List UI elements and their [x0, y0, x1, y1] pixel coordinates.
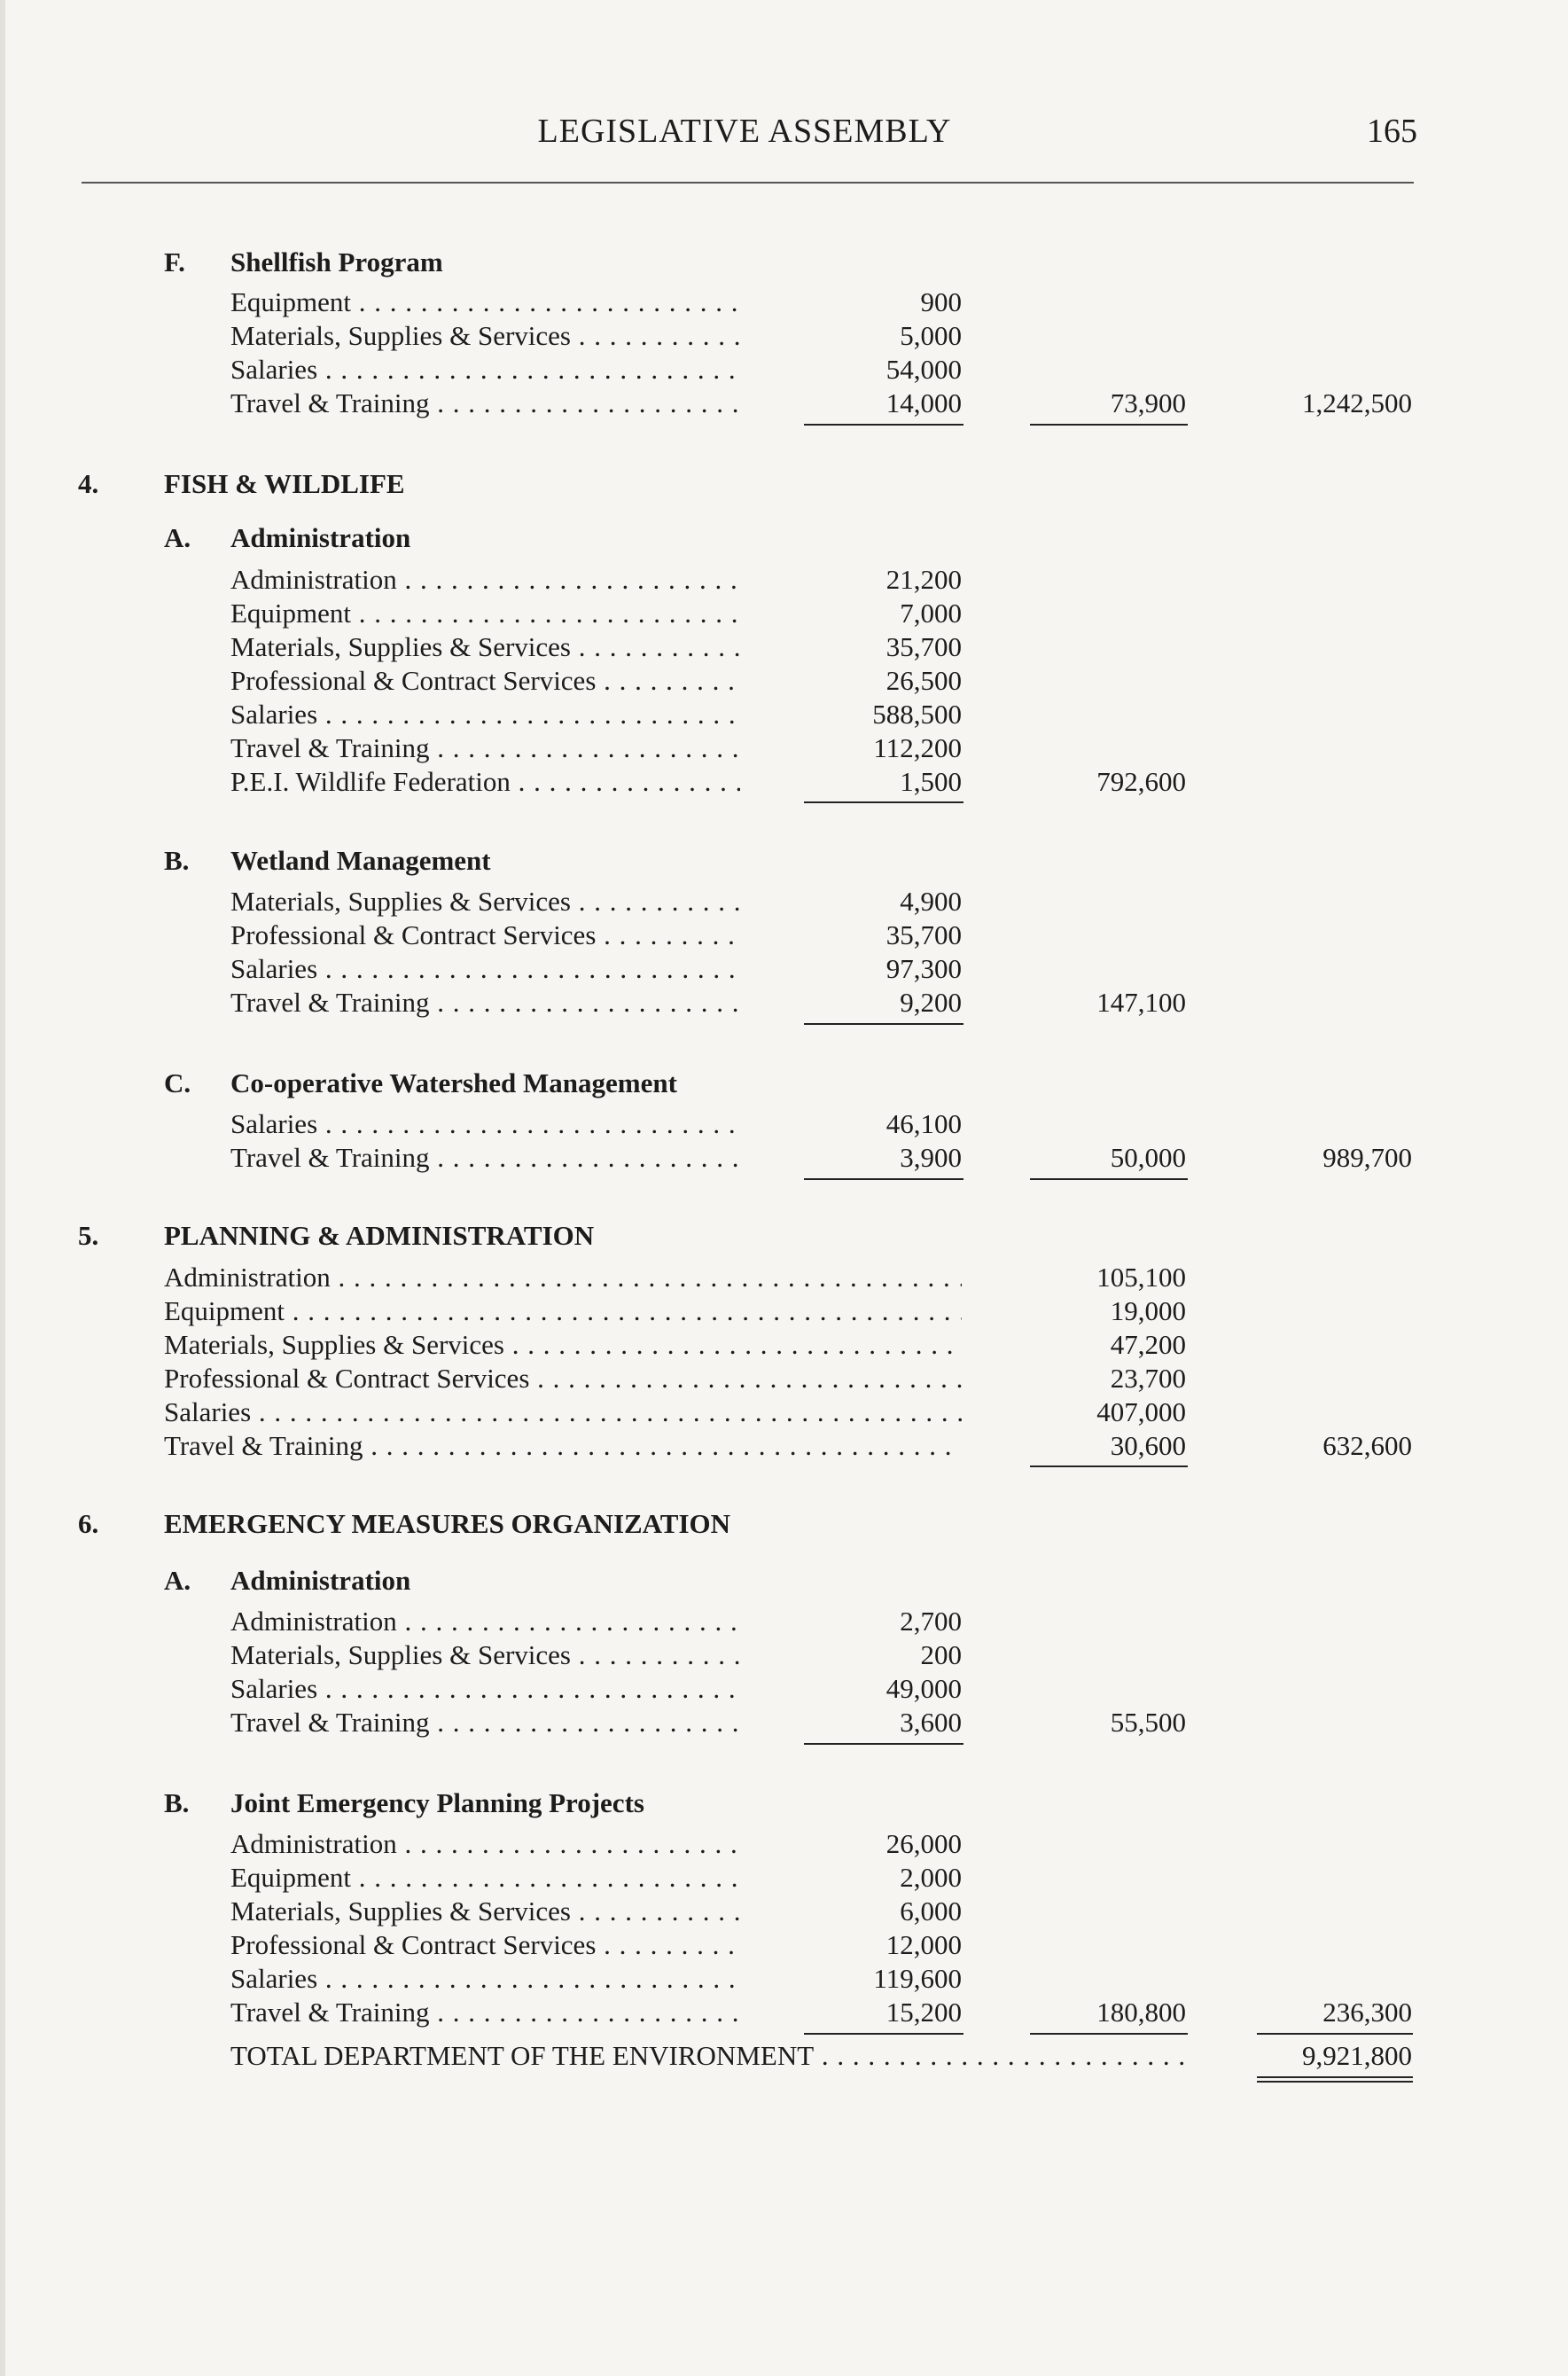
grand-total-label: TOTAL DEPARTMENT OF THE ENVIRONMENT . . . — [230, 2039, 1188, 2073]
line-item-amount: 14,000 — [885, 387, 962, 418]
subtotal-rule — [804, 424, 963, 426]
line-item-label: Professional & Contract Services . . . — [230, 664, 740, 698]
line-item-label: Salaries . . . — [230, 353, 740, 387]
running-header-title: LEGISLATIVE ASSEMBLY — [537, 113, 952, 150]
line-item-label: Materials, Supplies & Services . . . — [230, 1638, 740, 1672]
line-item-label: Travel & Training . . . — [230, 1996, 740, 2029]
line-item-amount: 5,000 — [900, 320, 962, 351]
line-item-amount: 23,700 — [1110, 1363, 1186, 1394]
section-title: EMERGENCY MEASURES ORGANIZATION — [164, 1508, 731, 1539]
grand-total-double-rule — [1257, 2076, 1413, 2083]
line-item-amount: 15,200 — [885, 1997, 962, 2028]
subsection-title: Co-operative Watershed Management — [230, 1067, 677, 1098]
line-item-amount: 26,000 — [885, 1828, 962, 1859]
subsection-letter: C. — [164, 1067, 191, 1098]
line-item-label: Travel & Training . . . — [230, 1141, 740, 1175]
line-item-amount: 35,700 — [885, 631, 962, 662]
line-item-label: Professional & Contract Services . . . — [164, 1362, 962, 1395]
line-item-amount: 3,900 — [900, 1142, 962, 1173]
line-item-label: Professional & Contract Services . . . — [230, 918, 740, 952]
section-number: 6. — [78, 1508, 99, 1539]
subtotal-amount: 55,500 — [1110, 1707, 1186, 1738]
line-item-label: Administration . . . — [164, 1261, 962, 1294]
line-item-label: Salaries . . . — [230, 1672, 740, 1706]
subtotal-rule — [804, 801, 963, 803]
line-item-amount: 900 — [920, 286, 962, 317]
line-item-amount: 119,600 — [873, 1963, 962, 1994]
subtotal-rule — [804, 2033, 963, 2035]
subsection-letter: B. — [164, 845, 190, 876]
line-item-label: Salaries . . . — [230, 1107, 740, 1141]
section-total-amount: 632,600 — [1322, 1430, 1412, 1461]
line-item-amount: 49,000 — [885, 1673, 962, 1704]
line-item-amount: 3,600 — [900, 1707, 962, 1738]
subsection-title: Joint Emergency Planning Projects — [230, 1787, 644, 1818]
section-total-amount: 989,700 — [1322, 1142, 1412, 1173]
subsection-letter: A. — [164, 1565, 191, 1596]
line-item-label: Salaries . . . — [164, 1395, 962, 1429]
line-item-label: Professional & Contract Services . . . — [230, 1928, 740, 1962]
subtotal-amount: 50,000 — [1110, 1142, 1186, 1173]
line-item-label: Salaries . . . — [230, 698, 740, 731]
header-rule — [82, 182, 1414, 184]
line-item-label: Materials, Supplies & Services . . . — [230, 1895, 740, 1928]
subtotal-amount: 73,900 — [1110, 387, 1186, 418]
line-item-amount: 200 — [920, 1639, 962, 1670]
line-item-label: Travel & Training . . . — [230, 986, 740, 1020]
line-item-amount: 26,500 — [885, 665, 962, 696]
line-item-amount: 46,100 — [885, 1108, 962, 1139]
line-item-label: Administration . . . — [230, 1827, 740, 1861]
subsection-letter: A. — [164, 522, 191, 553]
line-item-amount: 105,100 — [1096, 1262, 1186, 1293]
subtotal-rule — [804, 1023, 963, 1025]
line-item-label: Travel & Training . . . — [230, 1706, 740, 1739]
subsection-letter: B. — [164, 1787, 190, 1818]
line-item-label: Materials, Supplies & Services . . . — [230, 319, 740, 353]
line-item-amount: 9,200 — [900, 987, 962, 1018]
subtotal-amount: 180,800 — [1096, 1997, 1186, 2028]
subtotal-rule — [1030, 2033, 1188, 2035]
subsection-letter: F. — [164, 246, 185, 277]
line-item-amount: 112,200 — [873, 732, 962, 763]
subtotal-rule — [1030, 1465, 1188, 1467]
subtotal-rule — [1030, 1178, 1188, 1180]
line-item-label: Equipment . . . — [230, 1861, 740, 1895]
page-left-edge — [0, 0, 5, 2376]
line-item-amount: 19,000 — [1110, 1295, 1186, 1326]
section-title: FISH & WILDLIFE — [164, 468, 405, 499]
subtotal-rule — [1257, 2033, 1413, 2035]
line-item-label: Equipment . . . — [230, 597, 740, 630]
line-item-label: Materials, Supplies & Services . . . — [230, 885, 740, 918]
line-item-amount: 97,300 — [885, 953, 962, 984]
line-item-label: Administration . . . — [230, 1605, 740, 1638]
line-item-amount: 407,000 — [1096, 1396, 1186, 1427]
line-item-label: Salaries . . . — [230, 952, 740, 986]
subsection-title: Administration — [230, 1565, 411, 1596]
line-item-amount: 12,000 — [885, 1929, 962, 1960]
subtotal-rule — [1030, 424, 1188, 426]
line-item-label: Travel & Training . . . — [230, 387, 740, 420]
line-item-label: Travel & Training . . . — [230, 731, 740, 765]
subsection-title: Administration — [230, 522, 411, 553]
section-total-amount: 236,300 — [1322, 1997, 1412, 2028]
line-item-label: Materials, Supplies & Services . . . — [164, 1328, 962, 1362]
line-item-label: Equipment . . . — [230, 285, 740, 319]
line-item-label: Equipment . . . — [164, 1294, 962, 1328]
subtotal-amount: 147,100 — [1096, 987, 1186, 1018]
line-item-amount: 1,500 — [900, 766, 962, 797]
line-item-label: Administration . . . — [230, 563, 740, 597]
section-number: 4. — [78, 468, 99, 499]
subtotal-rule — [804, 1178, 963, 1180]
line-item-amount: 2,700 — [900, 1606, 962, 1637]
grand-total-amount: 9,921,800 — [1302, 2040, 1412, 2071]
line-item-label: Travel & Training . . . — [164, 1429, 962, 1463]
subtotal-amount: 792,600 — [1096, 766, 1186, 797]
section-number: 5. — [78, 1220, 99, 1251]
line-item-amount: 7,000 — [900, 598, 962, 629]
line-item-amount: 588,500 — [872, 699, 962, 730]
line-item-amount: 21,200 — [885, 564, 962, 595]
line-item-amount: 30,600 — [1110, 1430, 1186, 1461]
line-item-amount: 54,000 — [885, 354, 962, 385]
line-item-amount: 2,000 — [900, 1862, 962, 1893]
subsection-title: Shellfish Program — [230, 246, 443, 277]
line-item-label: P.E.I. Wildlife Federation . . . — [230, 765, 740, 799]
line-item-amount: 35,700 — [885, 919, 962, 950]
section-title: PLANNING & ADMINISTRATION — [164, 1220, 595, 1251]
page-number: 165 — [1367, 113, 1417, 150]
subsection-title: Wetland Management — [230, 845, 491, 876]
line-item-amount: 6,000 — [900, 1895, 962, 1927]
subtotal-rule — [804, 1743, 963, 1745]
line-item-label: Materials, Supplies & Services . . . — [230, 630, 740, 664]
line-item-amount: 4,900 — [900, 886, 962, 917]
section-total-amount: 1,242,500 — [1302, 387, 1412, 418]
line-item-label: Salaries . . . — [230, 1962, 740, 1996]
line-item-amount: 47,200 — [1110, 1329, 1186, 1360]
